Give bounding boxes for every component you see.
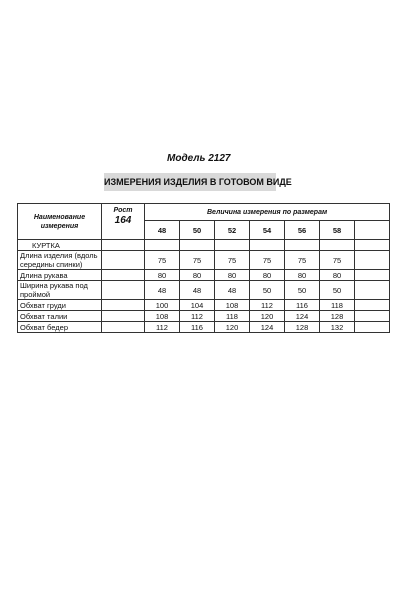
table-row: [18, 300, 390, 311]
table-cell: 80: [320, 270, 355, 281]
table-cell: [102, 311, 145, 322]
table-cell: 75: [180, 251, 215, 270]
table-cell: [355, 300, 390, 311]
table-cell: 112: [145, 322, 180, 333]
table-cell: 100: [145, 300, 180, 311]
size-header: 48: [145, 221, 180, 240]
table-cell: [250, 240, 285, 251]
table-cell: 80: [145, 270, 180, 281]
table-cell: [102, 270, 145, 281]
table-cell: [102, 322, 145, 333]
size-header-empty: [355, 221, 390, 240]
table-cell: 104: [180, 300, 215, 311]
model-title: Модель 2127: [167, 153, 231, 164]
table-cell: [102, 240, 145, 251]
table-cell: 75: [320, 251, 355, 270]
table-cell: 118: [320, 300, 355, 311]
size-group-header: Величина измерения по размерам: [145, 204, 390, 221]
table-row: [18, 311, 390, 322]
table-cell: 75: [285, 251, 320, 270]
table-cell: 116: [180, 322, 215, 333]
table-cell: 120: [215, 322, 250, 333]
table-cell: 75: [145, 251, 180, 270]
table-cell: [355, 281, 390, 300]
row-label: Обхват бедер: [18, 322, 102, 333]
table-cell: 75: [215, 251, 250, 270]
table-cell: [215, 240, 250, 251]
table-cell: 75: [250, 251, 285, 270]
size-header: 58: [320, 221, 355, 240]
table-cell: [355, 322, 390, 333]
table-cell: 48: [145, 281, 180, 300]
table-cell: 50: [285, 281, 320, 300]
table-cell: 48: [180, 281, 215, 300]
table-row: [18, 281, 390, 300]
size-header: 50: [180, 221, 215, 240]
table-cell: [102, 251, 145, 270]
table-cell: 112: [250, 300, 285, 311]
rost-value: 164: [114, 215, 132, 226]
table-cell: 124: [285, 311, 320, 322]
table-cell: 112: [180, 311, 215, 322]
table-cell: [145, 240, 180, 251]
table-cell: [102, 281, 145, 300]
table-cell: 118: [215, 311, 250, 322]
table-cell: [180, 240, 215, 251]
table-cell: 128: [285, 322, 320, 333]
row-label: Длина изделия (вдоль середины спинки): [18, 251, 102, 270]
header-row-group: [18, 204, 390, 221]
measurements-table: [17, 203, 390, 333]
table-cell: 50: [250, 281, 285, 300]
name-header: Наименование измерения: [18, 204, 102, 240]
table-cell: 80: [215, 270, 250, 281]
table-row: [18, 322, 390, 333]
rost-label: Рост: [113, 207, 133, 214]
table-cell: [355, 240, 390, 251]
table-cell: [355, 311, 390, 322]
table-row: [18, 270, 390, 281]
table-cell: [102, 300, 145, 311]
table-cell: [285, 240, 320, 251]
table-cell: [355, 251, 390, 270]
table-cell: 80: [180, 270, 215, 281]
table-cell: 132: [320, 322, 355, 333]
rost-header: [102, 204, 145, 240]
table-cell: 80: [250, 270, 285, 281]
size-header: 54: [250, 221, 285, 240]
table-cell: 50: [320, 281, 355, 300]
table-cell: 116: [285, 300, 320, 311]
table-cell: 124: [250, 322, 285, 333]
table-cell: [355, 270, 390, 281]
row-label: Длина рукава: [18, 270, 102, 281]
table-cell: 108: [215, 300, 250, 311]
measurements-banner: ИЗМЕРЕНИЯ ИЗДЕЛИЯ В ГОТОВОМ ВИДЕ: [104, 173, 276, 191]
row-label: Обхват талии: [18, 311, 102, 322]
table-cell: 108: [145, 311, 180, 322]
size-header: 56: [285, 221, 320, 240]
table-row-section: [18, 240, 390, 251]
table-cell: 128: [320, 311, 355, 322]
size-header: 52: [215, 221, 250, 240]
table-cell: 48: [215, 281, 250, 300]
table-cell: 80: [285, 270, 320, 281]
table-row: [18, 251, 390, 270]
row-label: Ширина рукава под проймой: [18, 281, 102, 300]
row-label: Обхват груди: [18, 300, 102, 311]
table-cell: [320, 240, 355, 251]
section-label: КУРТКА: [18, 240, 102, 251]
table-cell: 120: [250, 311, 285, 322]
